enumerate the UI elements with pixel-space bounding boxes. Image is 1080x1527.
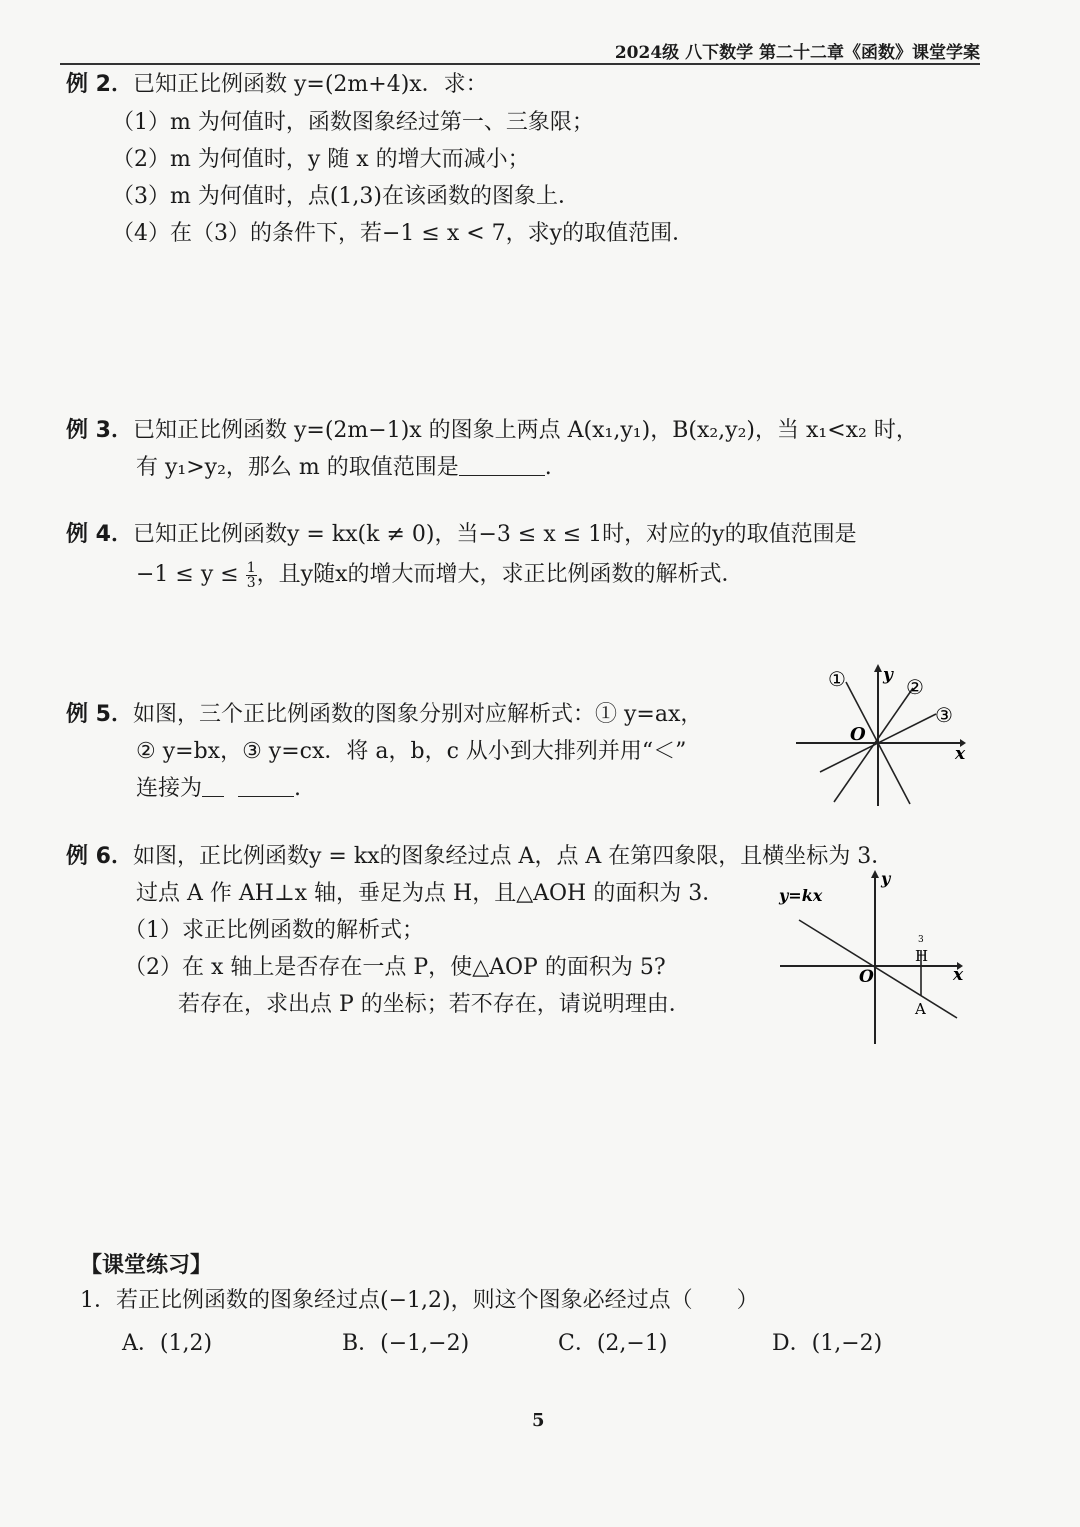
y-axis-label: y [883, 665, 893, 685]
example-6-text1: 如图，正比例函数y = kx的图象经过点 A，点 A 在第四象限，且横坐标为 3． [132, 844, 894, 869]
point-a-label: A [915, 1000, 926, 1018]
example-3-end: . [544, 455, 552, 480]
example-5-figure [790, 660, 970, 810]
graph-line-kx [799, 920, 957, 1018]
example-4-label: 例 4． [66, 522, 133, 547]
tick-label-3: 3 [918, 935, 924, 945]
example-2-label: 例 2． [66, 72, 133, 97]
example-6-line1 [66, 842, 893, 872]
practice-q1: 1．若正比例函数的图象经过点(−1,2)，则这个图象必经过点（ ） [80, 1288, 759, 1313]
line-3-label: ③ [935, 703, 953, 727]
example-4-range-pre: −1 ≤ y ≤ [136, 562, 239, 587]
example-5-text3: 连接为 [136, 776, 203, 801]
y-axis-label: y [881, 869, 891, 888]
option-b[interactable]: B．(−1,−2) [342, 1331, 470, 1356]
example-6-q1: （1）求正比例函数的解析式； [124, 918, 424, 943]
header-rule [60, 63, 980, 65]
option-c[interactable]: C．(2,−1) [558, 1331, 668, 1356]
y-axis-arrow [871, 870, 879, 878]
example-2-q3: （3）m 为何值时，点(1,3)在该函数的图象上． [112, 184, 581, 209]
example-5-end: . [294, 776, 302, 801]
x-axis-label: x [955, 744, 966, 764]
example-2-q2: （2）m 为何值时，y 随 x 的增大而减小； [112, 147, 530, 172]
example-2-stem [66, 70, 488, 100]
option-d[interactable]: D．(1,−2) [772, 1331, 883, 1356]
function-label: y=kx [779, 886, 823, 905]
fraction-denominator: 3 [246, 574, 256, 591]
answer-blank[interactable] [459, 453, 545, 476]
example-6-label: 例 6． [66, 844, 133, 869]
line-1-label: ① [828, 667, 846, 691]
example-4-line1 [66, 520, 857, 550]
example-6-line2: 过点 A 作 AH⊥x 轴，垂足为点 H，且△AOH 的面积为 3． [136, 881, 725, 906]
example-5-line1 [66, 700, 702, 730]
answer-blank-a[interactable] [202, 774, 224, 797]
example-6-q2b: 若存在，求出点 P 的坐标；若不存在，请说明理由． [178, 992, 691, 1017]
page-header: 2024级 八下数学 第二十二章《函数》课堂学案 [614, 43, 980, 63]
example-6-q2: （2）在 x 轴上是否存在一点 P，使△AOP 的面积为 5? [124, 955, 666, 980]
example-3-text2: 有 y₁>y₂，那么 m 的取值范围是 [136, 455, 459, 480]
line-2-label: ② [906, 675, 924, 699]
x-axis-label: x [953, 965, 964, 985]
example-4-range-post: ，且y随x的增大而增大，求正比例函数的解析式． [256, 562, 744, 587]
fraction-one-third [246, 561, 257, 590]
example-6-figure [775, 862, 975, 1052]
example-2-text: 已知正比例函数 y=(2m+4)x．求： [132, 72, 488, 97]
answer-blank-b[interactable] [238, 774, 294, 797]
example-4-text1: 已知正比例函数y = kx(k ≠ 0)，当−3 ≤ x ≤ 1时，对应的y的取值范围是 [132, 522, 857, 547]
y-axis-arrow [874, 664, 882, 672]
example-5-text1: 如图，三个正比例函数的图象分别对应解析式：① y=ax， [132, 702, 703, 727]
example-2-q4: （4）在（3）的条件下，若−1 ≤ x < 7，求y的取值范围． [112, 221, 695, 246]
origin-label: O [859, 967, 874, 987]
example-5-line2: ② y=bx，③ y=cx．将 a，b，c 从小到大排列并用“＜” [136, 739, 687, 764]
example-3-line2 [136, 453, 552, 483]
example-2-q1: （1）m 为何值时，函数图象经过第一、三象限； [112, 110, 594, 135]
point-h-label: H [915, 947, 929, 965]
page-number: 5 [532, 1410, 545, 1431]
example-3-line1 [66, 416, 918, 446]
origin-label: O [850, 724, 866, 745]
example-4-line2 [136, 560, 743, 590]
fraction-numerator: 1 [246, 559, 256, 576]
example-5-line3 [136, 774, 301, 804]
option-a[interactable]: A．(1,2) [122, 1331, 213, 1356]
example-3-label: 例 3． [66, 418, 133, 443]
example-3-text1: 已知正比例函数 y=(2m−1)x 的图象上两点 A(x₁,y₁)，B(x₂,y₂)，当 x₁<x₂ 时， [132, 418, 918, 443]
example-5-label: 例 5． [66, 702, 133, 727]
practice-title: 【课堂练习】 [80, 1252, 213, 1278]
